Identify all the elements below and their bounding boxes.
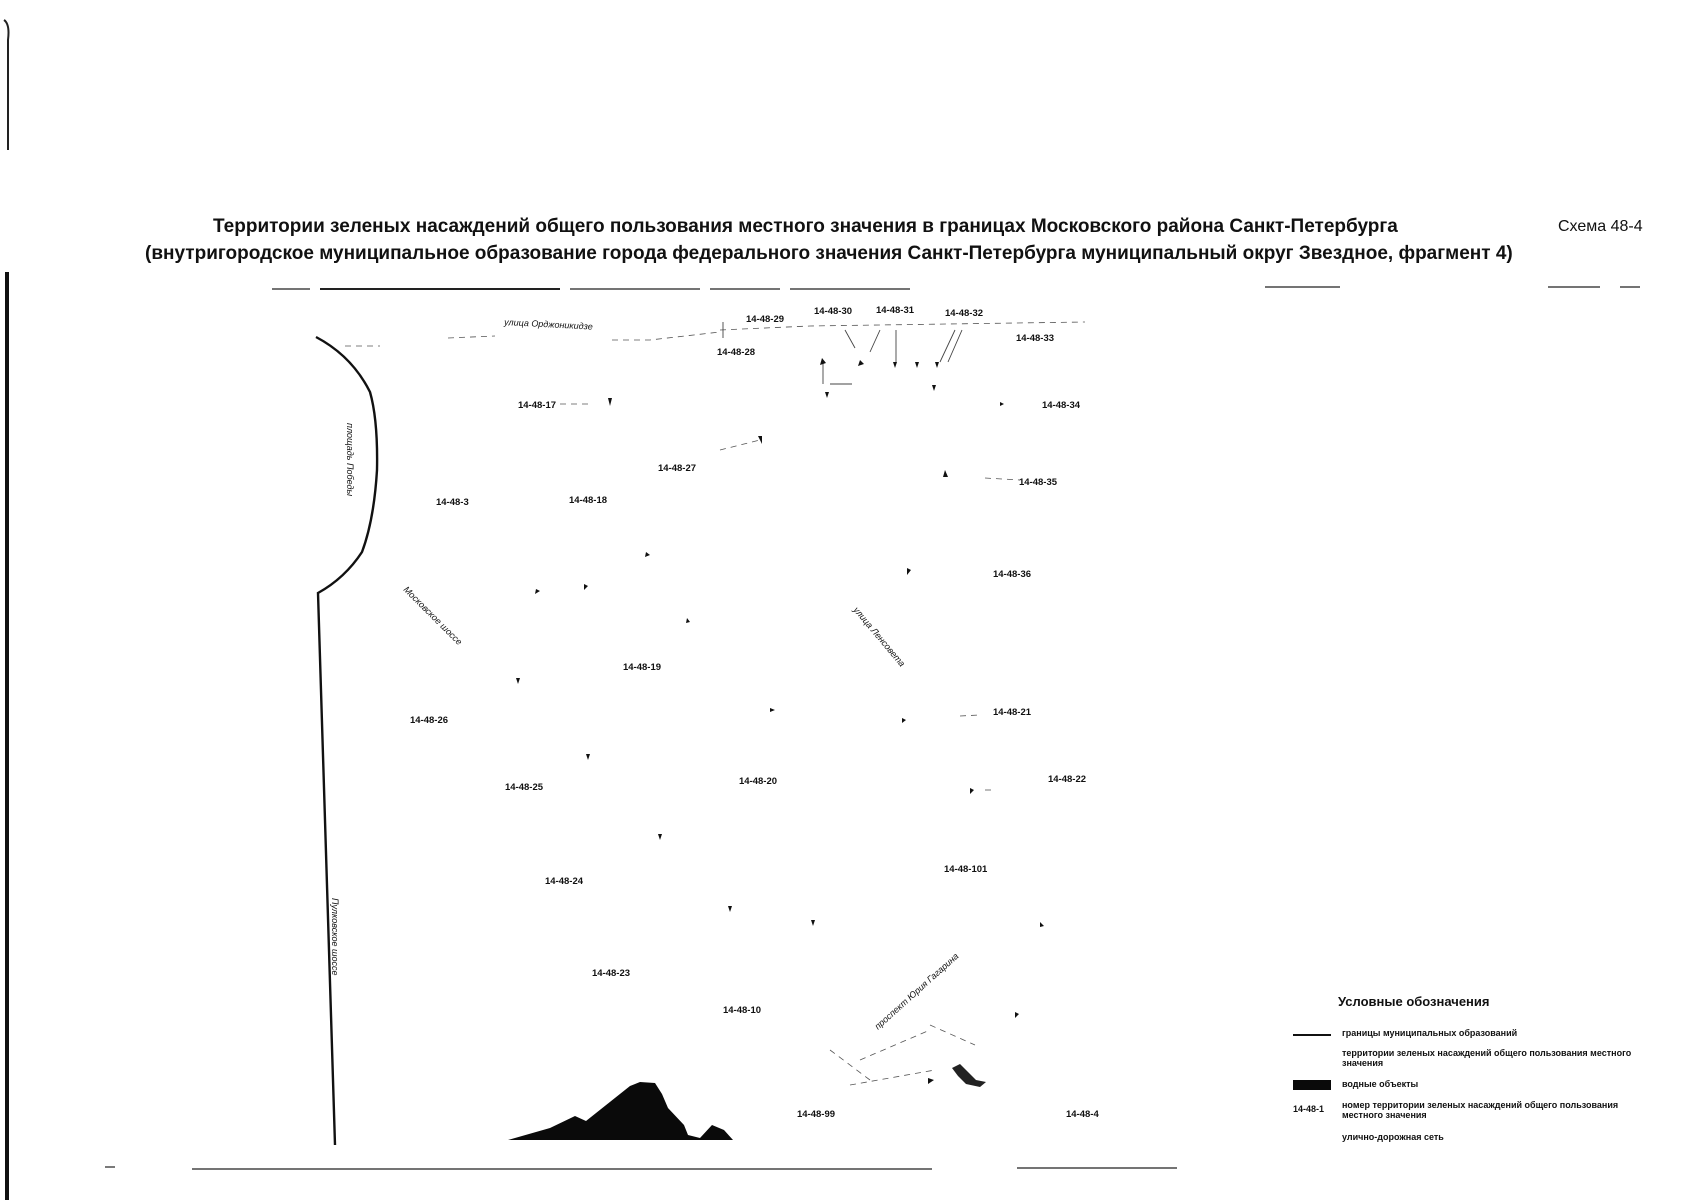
water-fragment [952, 1064, 986, 1087]
plot-label: 14-48-25 [505, 782, 544, 793]
map-subtitle: (внутригородское муниципальное образование города федерального значения Санкт-Петербурга муниципальный округ Звездное, фрагмент 4) [145, 243, 1513, 264]
street-label-pulkovskoe: Пулковское шоссе [330, 898, 340, 976]
legend-symbol-water [1293, 1080, 1331, 1090]
water-body [508, 1082, 733, 1140]
plot-label: 14-48-3 [436, 497, 469, 508]
fragment-top-border [272, 287, 1640, 289]
legend-symbol-line [1293, 1034, 1331, 1036]
scheme-label: Схема 48-4 [1558, 218, 1643, 235]
legend-item-label: номер территории зеленых насаждений общего пользования местного значения [1342, 1100, 1619, 1120]
plot-label: 14-48-4 [1066, 1109, 1099, 1120]
plot-label: 14-48-27 [658, 463, 697, 474]
street-label-ordzhonikidze: улица Орджоникидзе [503, 317, 593, 332]
legend-item-label: улично-дорожная сеть [1342, 1132, 1444, 1142]
plot-label: 14-48-36 [993, 569, 1032, 580]
legend-item-green-territories [1293, 1048, 1653, 1070]
plot-label: 14-48-32 [945, 308, 984, 319]
legend-item-label: границы муниципальных образований [1342, 1028, 1518, 1038]
street-ticks [723, 322, 962, 384]
legend-item-label: территории зеленых насаждений общего пользования местного значения [1342, 1048, 1632, 1068]
plot-label: 14-48-23 [592, 968, 631, 979]
plot-label: 14-48-31 [876, 305, 915, 316]
plot-label: 14-48-18 [569, 495, 608, 506]
plot-label: 14-48-22 [1048, 774, 1087, 785]
plot-label: 14-48-21 [993, 707, 1032, 718]
plot-label: 14-48-26 [410, 715, 449, 726]
plot-label: 14-48-20 [739, 776, 778, 787]
plot-labels [410, 305, 1099, 1120]
plot-label: 14-48-99 [797, 1109, 836, 1120]
legend-item-boundaries [1293, 1028, 1653, 1040]
legend-symbol-number: 14-48-1 [1293, 1104, 1325, 1114]
street-label-pobedy: площадь Победы [345, 423, 355, 497]
street-label-moskovskoe: Московское шоссе [401, 584, 465, 647]
page-edge-bar [5, 272, 9, 1200]
plot-label: 14-48-30 [814, 306, 853, 317]
legend-item-water [1293, 1079, 1653, 1091]
plot-label: 14-48-10 [723, 1005, 762, 1016]
legend-item-label: водные объекты [1342, 1079, 1419, 1089]
street-network [345, 322, 1085, 1085]
plot-label: 14-48-33 [1016, 333, 1055, 344]
plot-label: 14-48-101 [944, 864, 988, 875]
plot-label: 14-48-28 [717, 347, 756, 358]
legend-title: Условные обозначения [1338, 994, 1490, 1009]
street-label-lensoveta: улица Ленсовета [851, 604, 908, 669]
plot-label: 14-48-17 [518, 400, 557, 411]
legend-item-plot-number [1293, 1100, 1653, 1122]
map-title: Территории зеленых насаждений общего пользования местного значения в границах Московского района Санкт-Петербурга [213, 216, 1398, 237]
legend-item-streets [1293, 1132, 1653, 1144]
plot-label: 14-48-34 [1042, 400, 1081, 411]
plot-label: 14-48-24 [545, 876, 584, 887]
plot-label: 14-48-35 [1019, 477, 1058, 488]
fragment-bottom-border [105, 1167, 1177, 1169]
plot-label: 14-48-19 [623, 662, 662, 673]
plot-label: 14-48-29 [746, 314, 785, 325]
page-edge-mark [4, 20, 9, 150]
street-label-gagarina: проспект Юрия Гагарина [872, 950, 961, 1032]
